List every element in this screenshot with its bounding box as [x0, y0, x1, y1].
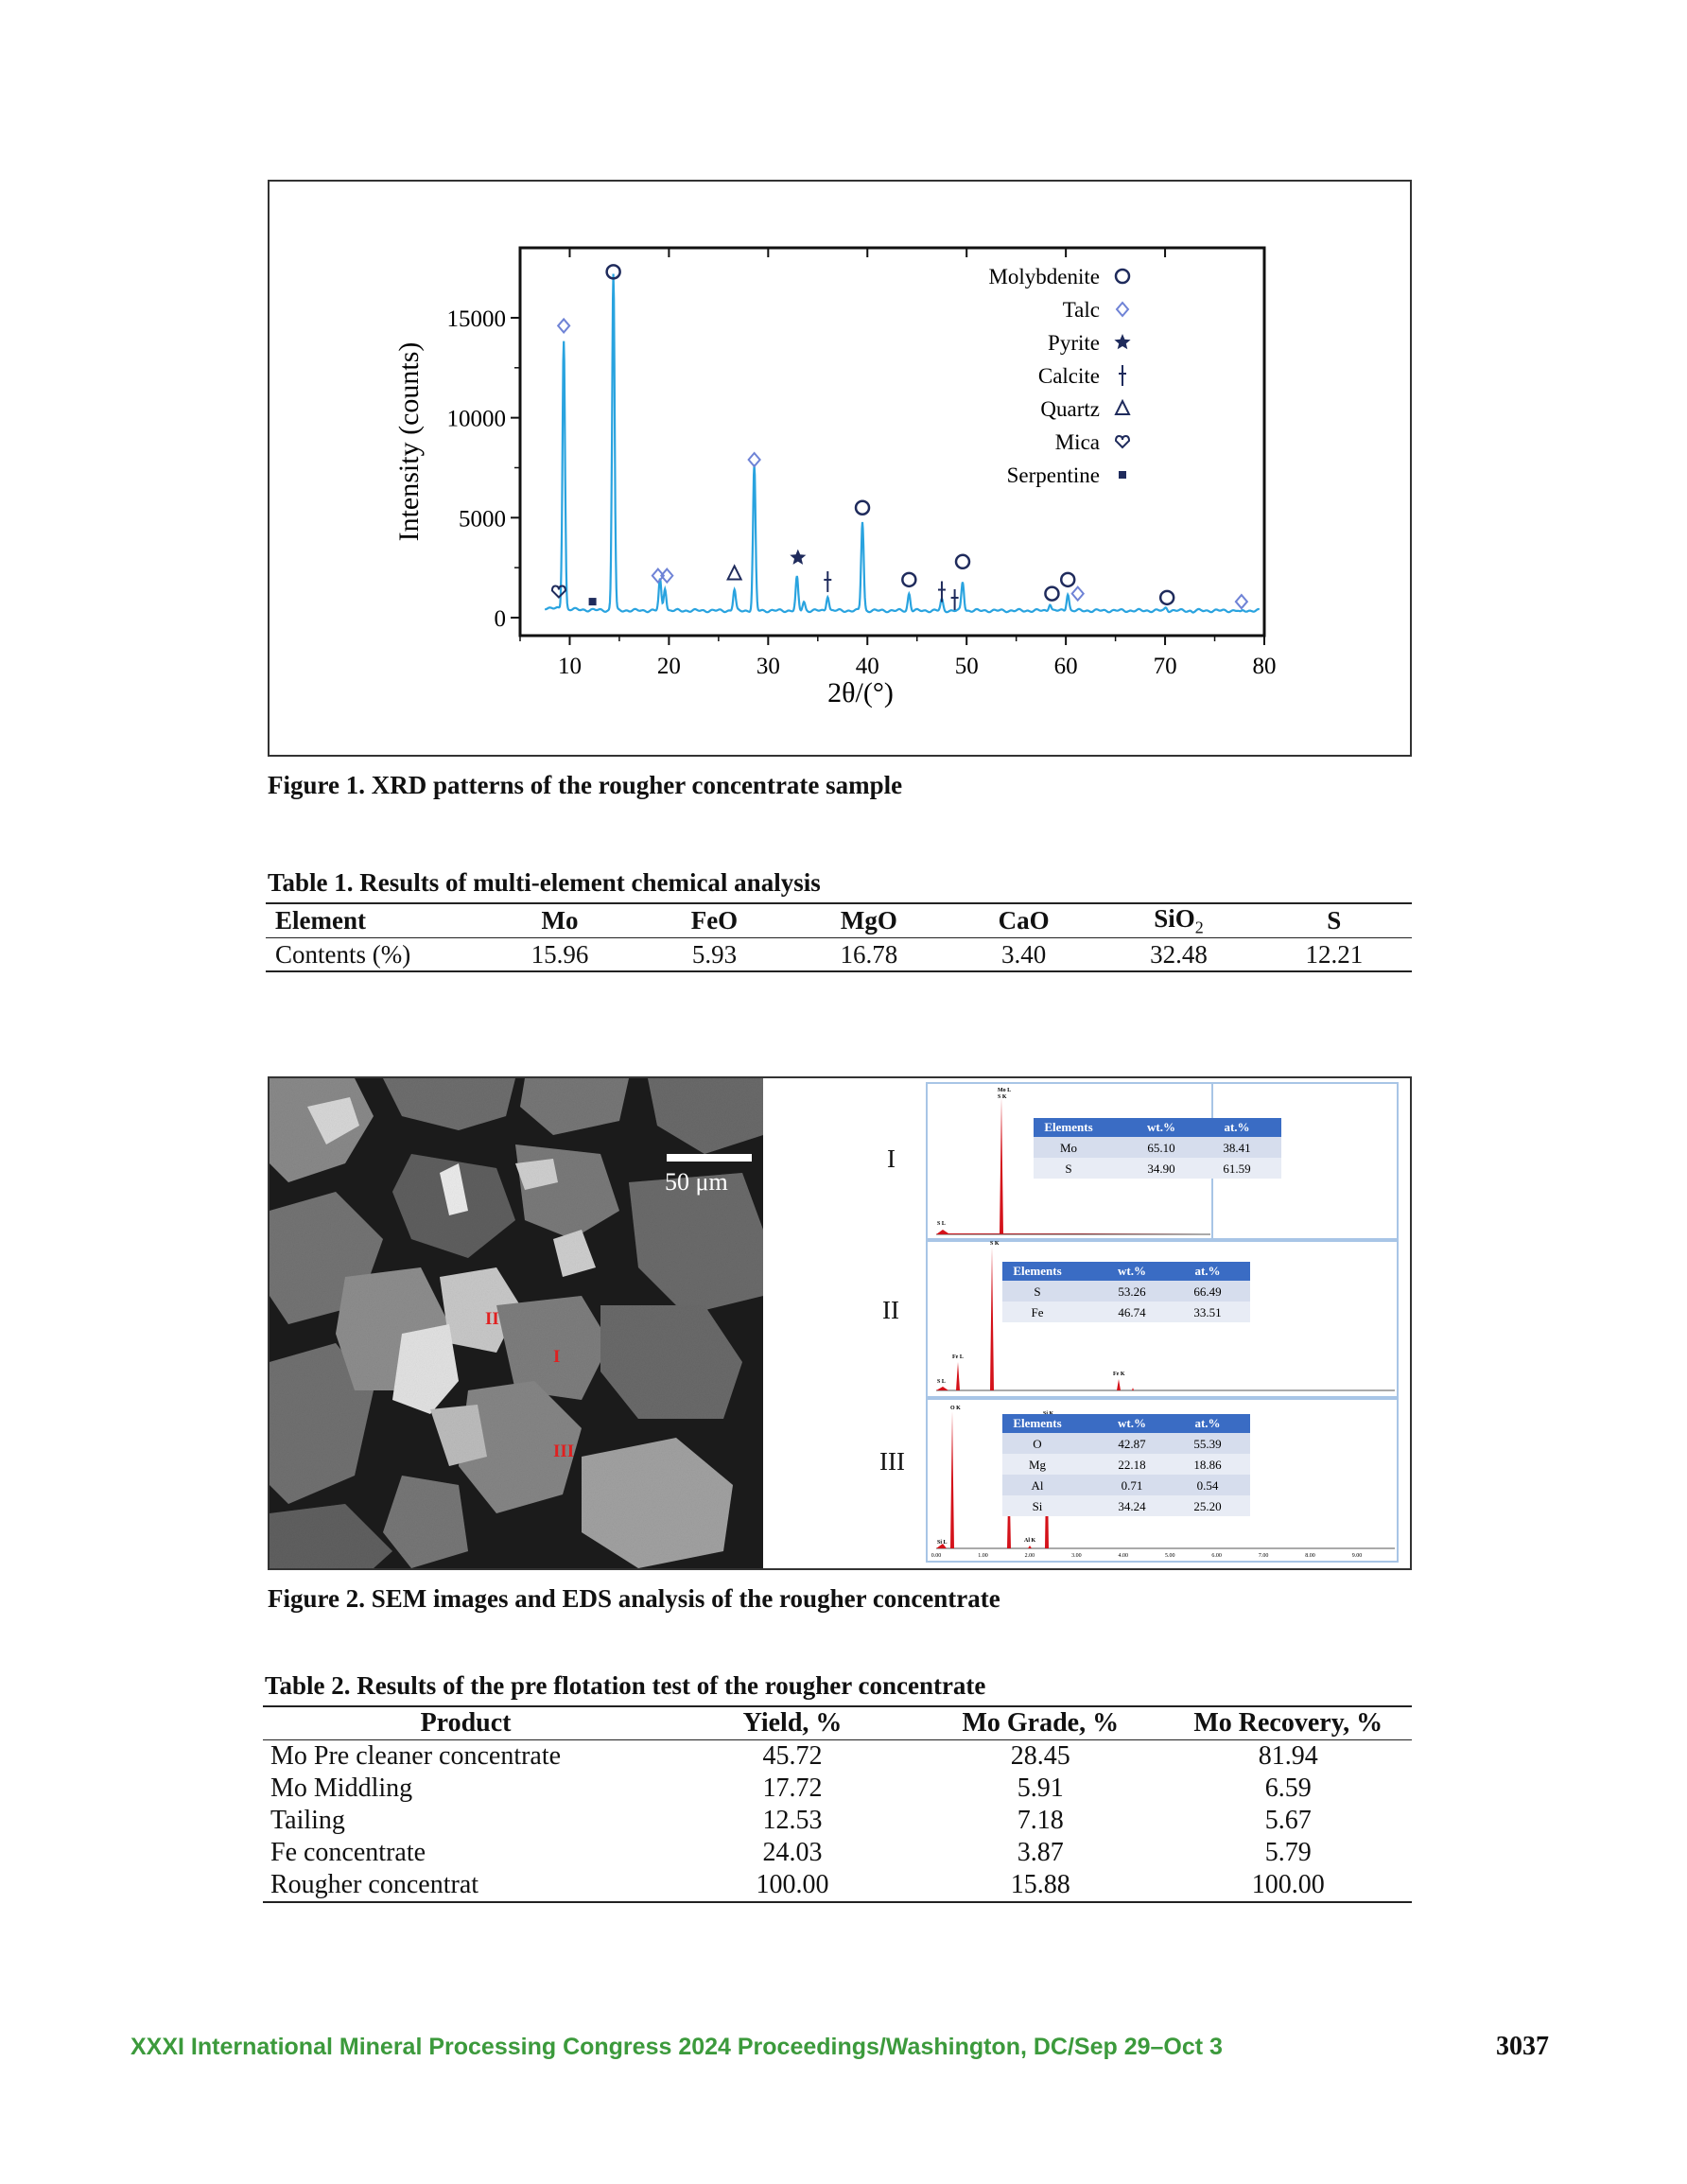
- eds-header: wt.%: [1118, 1264, 1146, 1278]
- panel-label-iii: III: [879, 1447, 905, 1476]
- table-cell: Rougher concentrat: [270, 1870, 479, 1899]
- spectrum-xtick-label: 8.00: [1305, 1553, 1315, 1559]
- xrd-ytick-label: 10000: [446, 406, 506, 432]
- eds-header: Elements: [1044, 1120, 1093, 1134]
- eds-header: wt.%: [1147, 1120, 1175, 1134]
- xrd-legend-marker-diamond: [1117, 303, 1128, 316]
- spectrum-peak-label: S K: [998, 1094, 1007, 1100]
- table-cell: 17.72: [762, 1773, 823, 1803]
- table-row: [263, 1837, 1412, 1869]
- sem-image: [270, 1078, 763, 1568]
- eds-cell: 66.49: [1193, 1284, 1222, 1299]
- table-cell: 7.18: [1017, 1806, 1064, 1835]
- table-cell: 24.03: [762, 1838, 823, 1867]
- xrd-peak-marker-circle: [856, 501, 869, 515]
- table2: [263, 1705, 1412, 1903]
- scale-bar-label: 50 μm: [665, 1168, 728, 1196]
- eds-cell: O: [1033, 1437, 1042, 1451]
- table-cell: Fe concentrate: [270, 1838, 426, 1867]
- scale-bar: [667, 1154, 752, 1162]
- spectrum-peak-label: Fe L: [952, 1354, 964, 1360]
- eds-cell: S: [1065, 1162, 1072, 1176]
- xrd-peak-marker-diamond: [558, 319, 569, 332]
- xrd-peak-marker-cross: [824, 571, 831, 592]
- footer-text: XXXI International Mineral Processing Congress 2024 Proceedings/Washington, DC/Sep 29–Oct 3: [130, 2034, 1223, 2060]
- table-cell: 3.40: [1001, 939, 1047, 969]
- eds-header: at.%: [1194, 1264, 1221, 1278]
- panel-label-ii: II: [882, 1296, 899, 1324]
- xrd-xtick-label: 20: [656, 654, 681, 679]
- xrd-peak-marker-cross: [951, 589, 959, 610]
- table-cell: 81.94: [1258, 1741, 1318, 1771]
- spectrum-xtick-label: 5.00: [1164, 1553, 1175, 1559]
- eds-header: Elements: [1013, 1416, 1062, 1430]
- xrd-legend-marker-cross: [1119, 365, 1126, 386]
- table1-header-sio2: SiO$_2$: [1154, 904, 1204, 937]
- eds-cell: Si: [1032, 1499, 1043, 1513]
- table-row: [263, 1805, 1412, 1837]
- xrd-peak-marker-circle: [1045, 587, 1058, 601]
- xrd-peak-marker-star: [790, 550, 806, 565]
- spectrum-xtick-label: 0.00: [930, 1553, 942, 1559]
- xrd-plot-frame: [520, 248, 1264, 636]
- xrd-legend-label: Molybdenite: [988, 265, 1100, 288]
- spectrum-xtick-label: 4.00: [1118, 1553, 1129, 1559]
- xrd-xtick-label: 30: [756, 654, 780, 679]
- table-cell: 5.67: [1264, 1806, 1312, 1835]
- eds-cell: 38.41: [1223, 1141, 1251, 1155]
- xrd-peak-marker-cross: [938, 582, 946, 603]
- table-cell: 15.88: [1010, 1870, 1070, 1899]
- eds-cell: 33.51: [1193, 1305, 1222, 1319]
- table-cell: 5.79: [1264, 1838, 1312, 1867]
- spectrum-peak-label: S K: [990, 1241, 1000, 1247]
- table-cell: 12.21: [1305, 939, 1364, 969]
- table-row: [266, 938, 1412, 972]
- table-cell: 3.87: [1017, 1838, 1064, 1867]
- xrd-legend-marker-heart: [1116, 436, 1129, 447]
- table-cell: Tailing: [270, 1806, 345, 1835]
- eds-cell: S: [1034, 1284, 1041, 1299]
- xrd-peak-marker-circle: [1160, 591, 1174, 604]
- table-row: [263, 1773, 1412, 1805]
- xrd-peak-marker-square: [589, 598, 597, 605]
- xrd-legend-marker-triangle: [1116, 401, 1129, 414]
- table-cell: 45.72: [762, 1741, 823, 1771]
- xrd-peak-marker-triangle: [728, 566, 741, 579]
- eds-cell: 18.86: [1193, 1458, 1222, 1472]
- table2-header-row: [263, 1706, 1412, 1740]
- table-cell: 100.00: [756, 1870, 829, 1899]
- table1-header: Mo: [541, 906, 579, 935]
- xrd-legend-label: Talc: [1062, 298, 1100, 322]
- spectrum-peak-label: O K: [950, 1406, 961, 1411]
- eds-header: at.%: [1224, 1120, 1250, 1134]
- table-cell: 5.91: [1017, 1773, 1064, 1803]
- table-cell: 12.53: [762, 1806, 823, 1835]
- xrd-xtick-label: 40: [855, 654, 879, 679]
- eds-cell: 61.59: [1223, 1162, 1251, 1176]
- eds-spectra: [780, 1078, 1404, 1568]
- table-row: [263, 1740, 1412, 1773]
- particle-label: III: [553, 1441, 575, 1461]
- xrd-legend-label: Pyrite: [1048, 331, 1100, 355]
- eds-cell: Fe: [1031, 1305, 1044, 1319]
- eds-cell: Al: [1031, 1478, 1044, 1493]
- table1-header-row: [266, 903, 1412, 938]
- xrd-legend-marker-square: [1119, 471, 1126, 479]
- xrd-peak-marker-circle: [902, 573, 915, 586]
- table1-header: CaO: [998, 906, 1050, 935]
- eds-cell: 0.54: [1196, 1478, 1219, 1493]
- eds-cell: 34.90: [1147, 1162, 1175, 1176]
- xrd-peak-marker-diamond: [1072, 587, 1084, 601]
- spectrum-xtick-label: 9.00: [1351, 1553, 1363, 1559]
- eds-cell: Mo: [1059, 1141, 1078, 1155]
- table-row: [263, 1869, 1412, 1902]
- table1-header: S: [1327, 906, 1342, 935]
- table-cell: 32.48: [1150, 939, 1208, 969]
- xrd-peak-marker-diamond: [749, 453, 760, 466]
- eds-cell: Mg: [1028, 1458, 1047, 1472]
- spectrum-xtick-label: 6.00: [1211, 1553, 1222, 1559]
- eds-cell: 0.71: [1121, 1478, 1143, 1493]
- page-number: 3037: [1496, 2032, 1549, 2061]
- xrd-pattern-line: [545, 274, 1260, 613]
- xrd-ylabel: Intensity (counts): [393, 341, 425, 542]
- table-cell: Mo Pre cleaner concentrate: [270, 1741, 562, 1771]
- eds-cell: 46.74: [1118, 1305, 1146, 1319]
- eds-cell: 34.24: [1118, 1499, 1146, 1513]
- table1-header: FeO: [690, 906, 739, 935]
- eds-cell: 25.20: [1193, 1499, 1222, 1513]
- xrd-peak-marker-circle: [1061, 573, 1074, 586]
- figure2-frame: [268, 1076, 1412, 1570]
- xrd-xtick-label: 70: [1153, 654, 1177, 679]
- eds-cell: 55.39: [1193, 1437, 1222, 1451]
- xrd-xlabel: 2θ/(°): [827, 677, 894, 708]
- figure1-caption: Figure 1. XRD patterns of the rougher concentrate sample: [268, 771, 903, 799]
- xrd-peak-marker-diamond: [1236, 595, 1247, 608]
- table1: [266, 902, 1412, 972]
- eds-cell: 65.10: [1147, 1141, 1175, 1155]
- table1-caption: Table 1. Results of multi-element chemical analysis: [268, 868, 821, 897]
- spectrum-xtick-label: 2.00: [1024, 1553, 1035, 1559]
- spectrum-peak-label: Al K: [1024, 1538, 1036, 1544]
- xrd-legend-label: Quartz: [1040, 397, 1100, 421]
- table2-caption: Table 2. Results of the pre flotation test of the rougher concentrate: [265, 1671, 986, 1700]
- eds-cell: 53.26: [1118, 1284, 1146, 1299]
- spectrum-peak-label: Mo L: [998, 1088, 1012, 1093]
- xrd-legend-label: Calcite: [1037, 364, 1100, 388]
- table-cell: 16.78: [840, 939, 898, 969]
- eds-header: at.%: [1194, 1416, 1221, 1430]
- table-cell: 5.93: [691, 939, 738, 969]
- xrd-peak-marker-circle: [956, 555, 969, 568]
- eds-header: Elements: [1013, 1264, 1062, 1278]
- table1-header: MgO: [840, 906, 897, 935]
- table-cell: 28.45: [1010, 1741, 1070, 1771]
- eds-header: wt.%: [1118, 1416, 1146, 1430]
- figure2-caption: Figure 2. SEM images and EDS analysis of the rougher concentrate: [268, 1584, 1000, 1613]
- figure1-frame: [268, 180, 1412, 757]
- xrd-legend-label: Serpentine: [1006, 463, 1100, 487]
- table-cell: Mo Middling: [270, 1773, 413, 1803]
- spectrum-xtick-label: 3.00: [1071, 1553, 1082, 1559]
- particle-label: I: [553, 1347, 561, 1367]
- spectrum-peak-label: Si L: [937, 1540, 948, 1546]
- xrd-xtick-label: 80: [1252, 654, 1277, 679]
- eds-cell: 22.18: [1118, 1458, 1146, 1472]
- xrd-ytick-label: 5000: [459, 506, 506, 533]
- spectrum-peak-label: Fe K: [1113, 1372, 1125, 1377]
- table-cell: 6.59: [1264, 1773, 1312, 1803]
- table-cell: 15.96: [530, 939, 589, 969]
- xrd-ytick-label: 0: [494, 605, 506, 632]
- xrd-chart: [270, 182, 1410, 755]
- xrd-legend-label: Mica: [1054, 430, 1100, 454]
- xrd-xtick-label: 60: [1053, 654, 1078, 679]
- panel-label-i: I: [887, 1144, 896, 1173]
- xrd-legend-marker-star: [1114, 334, 1130, 349]
- table2-header: Mo Recovery, %: [1193, 1708, 1383, 1738]
- xrd-peak-marker-heart: [552, 586, 565, 598]
- table-cell: 100.00: [1251, 1870, 1325, 1899]
- eds-cell: 42.87: [1118, 1437, 1146, 1451]
- spectrum-peak-label: S L: [937, 1379, 946, 1385]
- spectrum-xtick-label: 7.00: [1258, 1553, 1269, 1559]
- table2-header: Product: [420, 1708, 512, 1738]
- table2-header: Mo Grade, %: [962, 1708, 1120, 1738]
- spectrum-xtick-label: 1.00: [978, 1553, 988, 1559]
- spectrum-peak-label: S L: [937, 1221, 946, 1227]
- xrd-ytick-label: 15000: [446, 306, 506, 332]
- particle-label: II: [485, 1309, 499, 1329]
- xrd-legend-marker-circle: [1116, 270, 1129, 283]
- table1-header: Element: [275, 906, 366, 935]
- table2-header: Yield, %: [742, 1708, 843, 1738]
- xrd-xtick-label: 50: [954, 654, 979, 679]
- table1-row-label: Contents (%): [275, 939, 411, 969]
- xrd-xtick-label: 10: [557, 654, 582, 679]
